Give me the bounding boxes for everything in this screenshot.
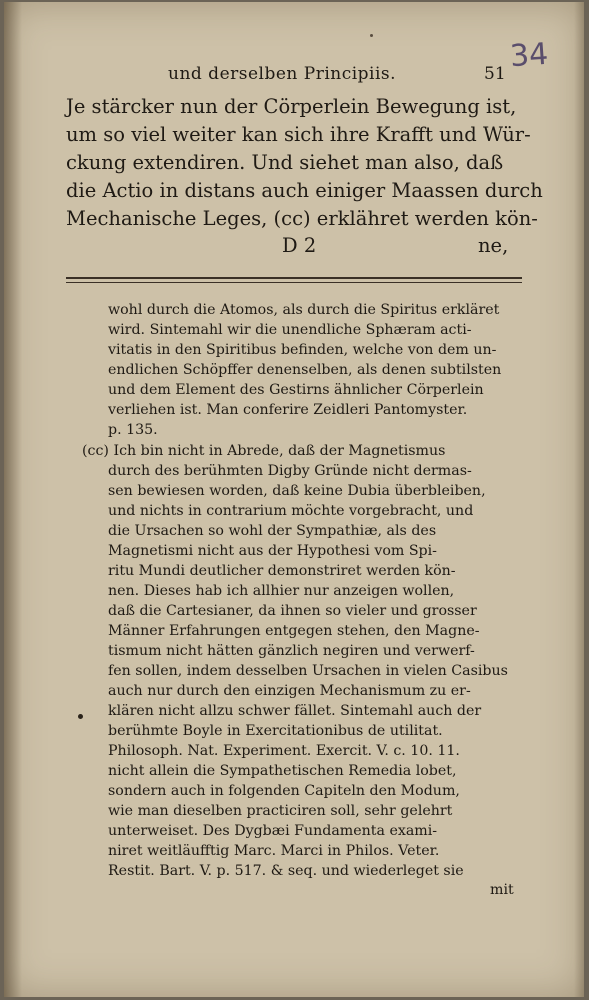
catchword: ne, — [478, 234, 509, 257]
footnote-line: sondern auch in folgenden Capiteln den Modum, — [108, 783, 460, 799]
page-edge-shadow — [574, 2, 584, 997]
footnote-line: Restit. Bart. V. p. 517. & seq. und wiederleget sie — [108, 863, 464, 879]
book-page — [4, 2, 584, 997]
footnote-line: p. 135. — [108, 422, 158, 438]
footnote-line: ritu Mundi deutlicher demonstriret werden kön- — [108, 563, 456, 579]
footnote-line: (cc) Ich bin nicht in Abrede, daß der Magnetismus — [82, 443, 446, 459]
page-number: 51 — [484, 64, 506, 84]
main-text-line: Je stärcker nun der Cörperlein Bewegung ist, — [66, 95, 517, 118]
footnote-line: nen. Dieses hab ich allhier nur anzeigen wollen, — [108, 583, 455, 599]
footnote-line: tismum nicht hätten gänzlich negiren und verwerf- — [108, 643, 475, 659]
footnote-line: nicht allein die Sympathetischen Remedia lobet, — [108, 763, 457, 779]
footnote-line: daß die Cartesianer, da ihnen so vieler und grosser — [108, 603, 477, 619]
footnote-line: fen sollen, indem desselben Ursachen in vielen Casibus — [108, 663, 508, 679]
footnote-line: sen bewiesen worden, daß keine Dubia überbleiben, — [108, 483, 486, 499]
main-text-line: um so viel weiter kan sich ihre Krafft und Wür- — [66, 123, 531, 146]
footnote-rule — [66, 277, 522, 279]
footnote-line: und dem Element des Gestirns ähnlicher Cörperlein — [108, 382, 484, 398]
footnote-line: die Ursachen so wohl der Sympathiæ, als des — [108, 523, 437, 539]
main-text-line: ckung extendiren. Und siehet man also, daß — [66, 151, 504, 174]
footnote-rule-thin — [66, 282, 522, 283]
footnote-line: und nichts in contrarium möchte vorgebracht, und — [108, 503, 474, 519]
footnote-line: unterweiset. Des Dygbæi Fundamenta exami- — [108, 823, 438, 839]
footnote-line: klären nicht allzu schwer fället. Sintemahl auch der — [108, 703, 482, 719]
footnote-line: Magnetismi nicht aus der Hypothesi vom Spi- — [108, 543, 437, 559]
footnote-line: wie man dieselben practiciren soll, sehr gelehrt — [108, 803, 453, 819]
footnote-line: durch des berühmten Digby Gründe nicht dermas- — [108, 463, 472, 479]
footnote-line: niret weitläufftig Marc. Marci in Philos. Veter. — [108, 843, 440, 859]
footnote-line: vitatis in den Spiritibus befinden, welche von dem un- — [108, 342, 497, 358]
running-title: und derselben Principiis. — [168, 64, 397, 84]
footnote-line: berühmte Boyle in Exercitationibus de utilitat. — [108, 723, 443, 739]
handwritten-folio-number: 34 — [508, 36, 550, 75]
main-text-line: die Actio in distans auch einiger Maassen durch — [66, 179, 543, 202]
ink-speck — [370, 34, 373, 37]
signature-mark: D 2 — [282, 234, 317, 257]
footnote-line: wohl durch die Atomos, als durch die Spiritus erkläret — [108, 302, 500, 318]
footnote-line: wird. Sintemahl wir die unendliche Sphæram acti- — [108, 322, 472, 338]
footnote-line: Philosoph. Nat. Experiment. Exercit. V. c. 10. 11. — [108, 743, 460, 759]
footnote-line: Männer Erfahrungen entgegen stehen, den Magne- — [108, 623, 480, 639]
footnote-line: auch nur durch den einzigen Mechanismum zu er- — [108, 683, 471, 699]
ink-dot — [78, 714, 83, 719]
page-gutter-shadow — [4, 2, 22, 997]
main-text-line: Mechanische Leges, (cc) erklähret werden kön- — [66, 207, 538, 230]
footnote-catchword: mit — [490, 882, 514, 898]
footnote-line: endlichen Schöpffer denenselben, als denen subtilsten — [108, 362, 502, 378]
footnote-line: verliehen ist. Man conferire Zeidleri Pantomyster. — [108, 402, 468, 418]
